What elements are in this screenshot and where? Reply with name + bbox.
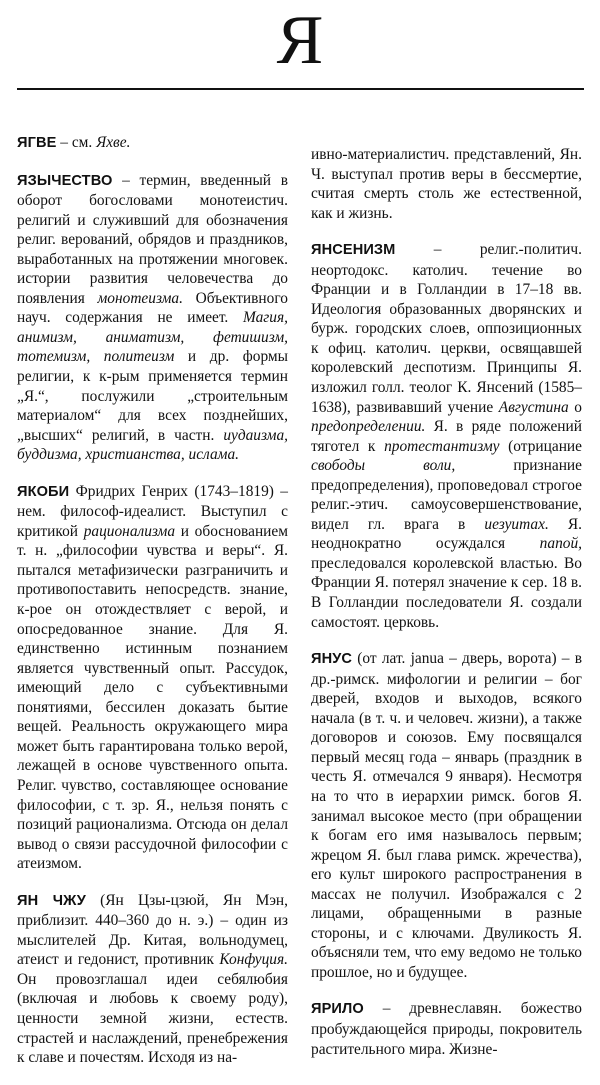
entry-text: и обоснованием т. н. „философии чувства и веры“. Я. пытался метафизически разграничить и противопоставить непосредств. знание, к-рое он отождествляет с верой, и опосредованное знание. Для Я. единственно истинным познанием является чувственный опыт. Рассудок, имеющий дело с субъективными понятиями, бессилен доказать бытие вещей. Реальность окружающего мира может быть гарантирована только верой, лежащей в основе чувственного опыта. Религ. чувство, составляющее основание философии, с т. зр. Я., нельзя понять с позиций рационализма. Отсюда он делал вывод о связи рассудочной философии с атеизмом. <box>17 522 288 873</box>
headword-yarilo: ЯРИЛО <box>311 1001 364 1018</box>
cross-ref[interactable]: свободы воли, <box>311 457 456 475</box>
section-letter: Я <box>276 2 324 79</box>
entry-text: преследовался королевской властью. Во Франции Я. потерял значение к сер. 18 в. В Голландии последователи Я. создали самостоят. церковь. <box>311 554 582 631</box>
cross-ref[interactable]: Конфуция. <box>219 951 288 969</box>
headword-yazychestvo: ЯЗЫЧЕСТВО <box>17 172 113 189</box>
headword-janus: ЯНУС <box>311 651 353 668</box>
entry-text: Объективного науч. содержания не имеет. <box>17 289 288 327</box>
entry-yarilo <box>311 999 582 1059</box>
cross-ref[interactable]: Августина <box>498 398 569 416</box>
entry-text: – религ.-политич. неортодокс. католич. течение во Франции и в Голландии в 17–18 вв. Идеология образованных дворянских и бурж. городских слоев, оппозиционных к офиц. католич. церкви, освящавшей королевский деспотизм. Принципы Я. изложил голл. теолог К. Янсений (1585–1638), развивавший учение <box>311 241 582 416</box>
entry-text: Я. в ряде положений тяготел к <box>311 418 582 455</box>
entry-text: – термин, введенный в оборот богословами монотеистич. религий и служивший для обозначения религ. верований, обрядов и праздников, выработанных на протяжении многовек. истории развития человечества до появления <box>17 171 288 307</box>
right-column <box>311 145 582 1076</box>
headword-yagve: ЯГВЕ <box>17 135 57 151</box>
entry-text: Он провозглашал идеи себялюбия (включая и любовь к своему роду), ценности земной жизни, естеств. страстей и наслаждений, пренебрежения к славе и почестям. Исходя из на- <box>17 970 288 1067</box>
entry-yazychestvo <box>17 171 288 465</box>
cross-ref[interactable]: протестантизму <box>384 437 500 455</box>
cross-ref[interactable]: Яхве. <box>96 134 131 151</box>
cross-ref[interactable]: папой, <box>539 535 582 553</box>
headword-jacobi: ЯКОБИ <box>17 483 70 500</box>
entry-text: – см. <box>56 134 97 151</box>
entry-jansenism <box>311 240 582 632</box>
headword-jansenism: ЯНСЕНИЗМ <box>311 242 396 259</box>
cross-ref[interactable]: иезуитах. <box>484 515 549 533</box>
cross-ref[interactable]: иудаизма, буддизма, христианства, ислама. <box>17 426 288 464</box>
entry-text: признание предопределения), проповедовал строгое религ.-этич. самоусовершенствование, видел гл. врага в <box>311 457 582 533</box>
entry-text: (от лат. janua – дверь, ворота) – в др.-римск. мифологии и религии – бог дверей, входов и выходов, всякого начала (в т. ч. и человеч. жизни), а также договоров и союзов. Ему посвящался первый месяц года – январь (праздник в честь Я. отмечался 9 января). Несмотря на то что в иерархии римск. богов Я. занимал высокое место (при обращении к богам его имя называлось первым; жрецом Я. был глава римск. жречества), его культ широкого распространения в массах не получил. Изображался с 2 лицами, обращенными в разные стороны, и с ключами. Двуликость Я. объясняли тем, что ему ведомо не только прошлое, но и будущее. <box>311 650 582 981</box>
entry-text: Я. неоднократно осуждался <box>311 515 582 553</box>
entry-yan-zhu <box>17 891 288 1068</box>
entry-text: Фридрих Генрих (1743–1819) – нем. философ-идеалист. Выступил с критикой <box>17 482 288 540</box>
header-rule <box>17 88 584 90</box>
cross-ref[interactable]: монотеизма. <box>97 289 183 307</box>
left-column <box>17 133 288 1085</box>
entry-text: (Ян Цзы-цзюй, Ян Мэн, приблизит. 440–360 до н. э.) – один из мыслителей Др. Китая, вольнодумец, атеист и гедонист, противник <box>17 891 289 969</box>
headword-yan-zhu: ЯН ЧЖУ <box>17 892 86 909</box>
entry-text: о <box>568 398 583 416</box>
entry-jacobi <box>17 482 288 874</box>
cross-ref[interactable]: Магия, анимизм, аниматизм, фетишизм, тотемизм, политеизм <box>17 309 288 366</box>
cross-ref[interactable]: рационализма <box>83 522 176 540</box>
entry-text: – древнеславян. божество пробуждающейся природы, покровитель растительного мира. Жизне- <box>311 1000 582 1058</box>
entry-yagve <box>17 133 288 154</box>
entry-janus <box>311 649 582 982</box>
entry-text: (отрицание <box>499 437 582 455</box>
entry-text: и др. формы религии, к к-рым применяется термин „Я.“, послужили „строительным материалом“ для всех позднейших, „высших“ религий, в частн. <box>17 348 288 444</box>
entry-yan-zhu-continued: ивно-материалистич. представлений, Ян. Ч. выступал против веры в бессмертие, считая смерть столь же естественной, как и жизнь. <box>311 146 582 222</box>
cross-ref[interactable]: предопределении. <box>311 418 426 436</box>
